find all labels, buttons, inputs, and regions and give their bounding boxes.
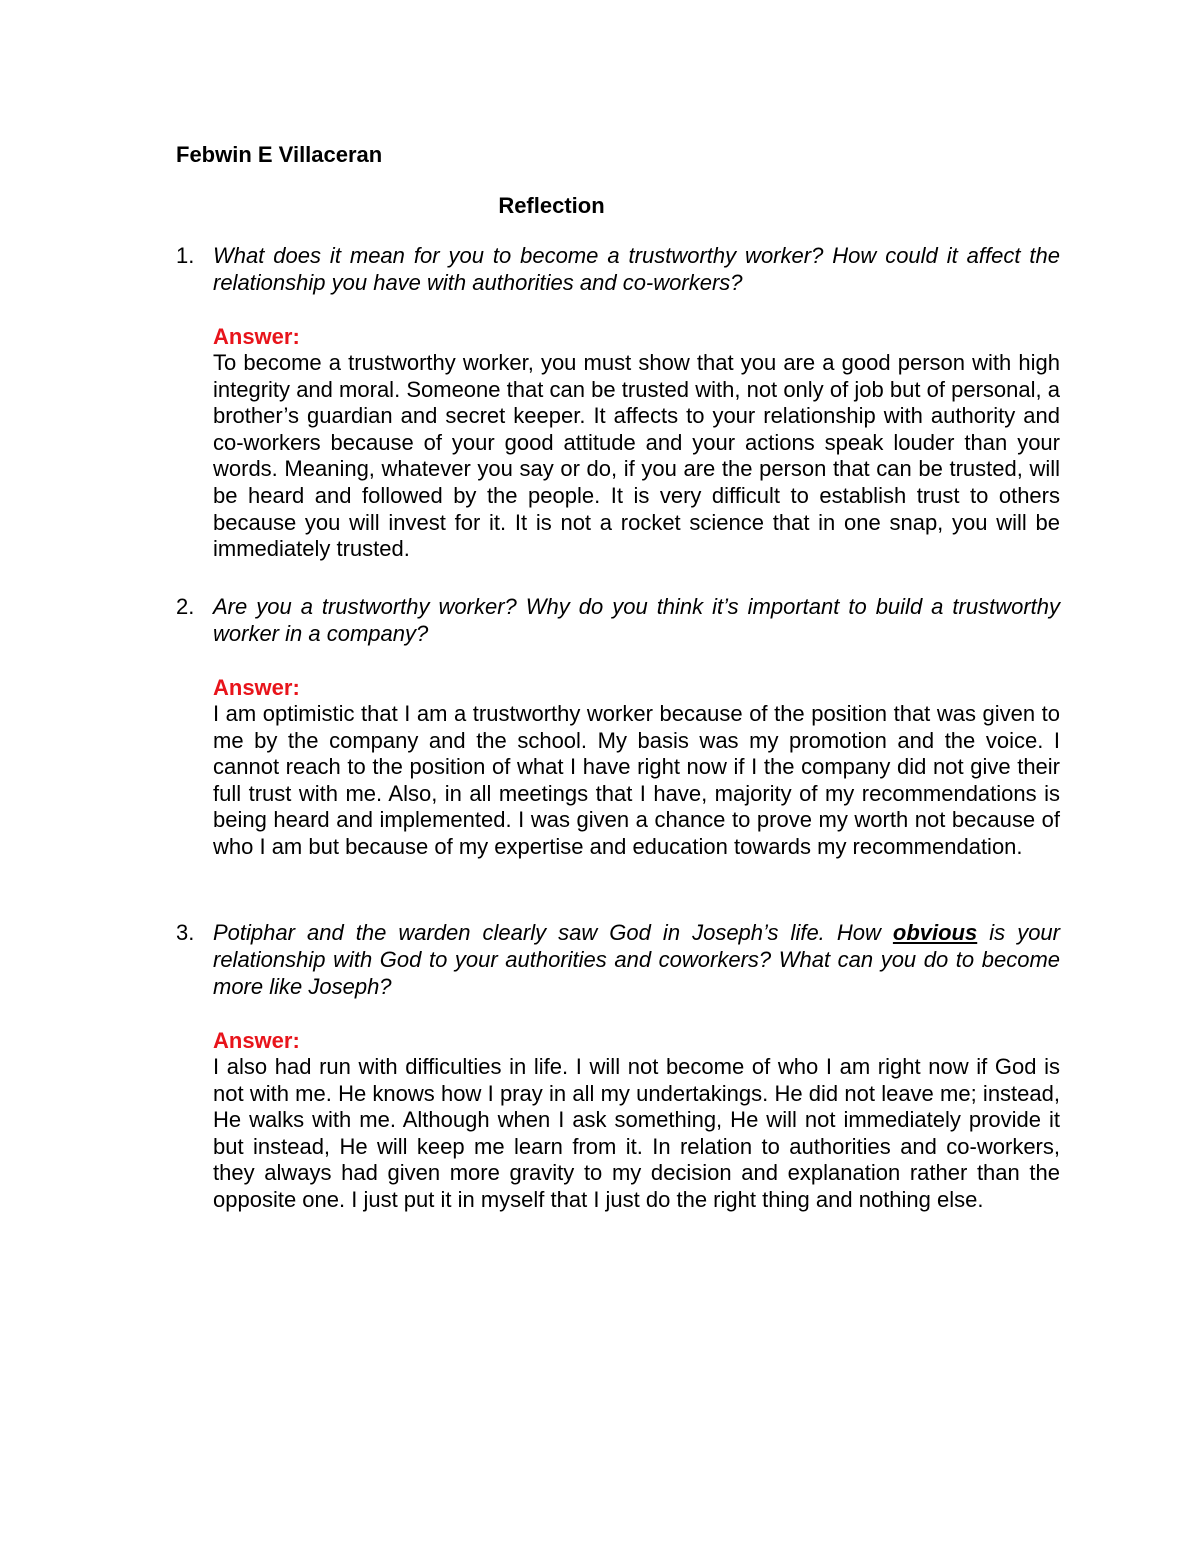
answer-text-2: I am optimistic that I am a trustworthy worker because of the position that was given to me by the company and the school. My basis was my promotion and the voice. I cannot reach to the position of what I have right now if I the company did not give their full trust with me. Also, in all meetings that I have, majority of my recommendations is being heard and implemented. I was given a chance to prove my worth not because of who I am but because of my expertise and education towards my recommendation. [213, 701, 1060, 859]
author-name: Febwin E Villaceran [176, 142, 383, 167]
answer-label-2: Answer: [213, 675, 300, 700]
question-text-1: What does it mean for you to become a trustworthy worker? How could it affect the relationship you have with authorities and co-workers? [213, 243, 1060, 295]
question-2 [176, 593, 1060, 647]
question-text-3-end: is your relationship with God to your authorities and coworkers? What can you do to become more like Joseph? [213, 920, 1060, 999]
question-number-3: 3. [176, 920, 195, 945]
answer-text-3: I also had run with difficulties in life. I will not become of who I am right now if God is not with me. He knows how I pray in all my undertakings. He did not leave me; instead, He walks with me. Although when I ask something, He will not immediately provide it but instead, He will keep me learn from it. In relation to authorities and co-workers, they always had given more gravity to my decision and explanation rather than the opposite one. I just put it in myself that I just do the right thing and nothing else. [213, 1054, 1060, 1212]
question-emphasis-obvious: obvious [892, 920, 978, 945]
page-title: Reflection [498, 193, 605, 218]
question-text-3 [213, 919, 1060, 1000]
answer-text-1: To become a trustworthy worker, you must show that you are a good person with high integrity and moral. Someone that can be trusted with, not only of job but of personal, a brother’s guardian and secret keeper. It affects to your relationship with authority and co-workers because of your good attitude and your actions speak louder than your words. Meaning, whatever you say or do, if you are the person that can be trusted, will be heard and followed by the people. It is very difficult to establish trust to others because you will invest for it. It is not a rocket science that in one snap, you will be immediately trusted. [213, 350, 1060, 562]
question-text-2: Are you a trustworthy worker? Why do you think it’s important to build a trustworthy worker in a company? [213, 594, 1060, 646]
question-1 [176, 242, 1060, 296]
question-number-1: 1. [176, 243, 195, 268]
question-item-3 [176, 919, 1060, 1214]
question-number-2: 2. [176, 594, 195, 619]
question-item-1 [176, 242, 1060, 563]
answer-label-3: Answer: [213, 1028, 300, 1053]
answer-label-1: Answer: [213, 324, 300, 349]
question-3 [176, 919, 1060, 1000]
question-text-3-start: Potiphar and the warden clearly saw God in Joseph’s life. How [213, 920, 893, 945]
question-item-2 [176, 593, 1060, 861]
